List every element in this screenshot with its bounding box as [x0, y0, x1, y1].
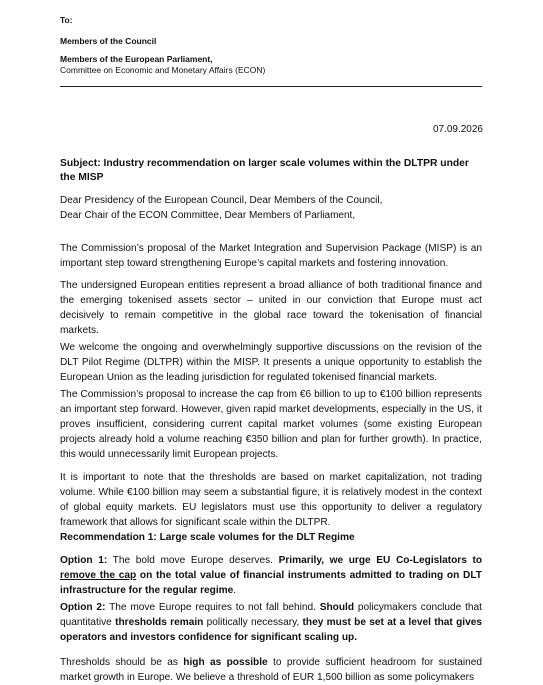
- option-1-text-2: .: [233, 585, 237, 596]
- recipient-committee: Committee on Economic and Monetary Affairs (ECON): [60, 65, 266, 75]
- option-2-text-1: The move Europe requires to not fall behind.: [105, 602, 320, 613]
- recipient-council: Members of the Council: [60, 36, 157, 46]
- option-1-label: Option 1:: [60, 555, 108, 566]
- option-1-bold-2: on the total value of financial instruments admitted to trading on DLT infrastructure for the regular regime: [60, 570, 482, 596]
- paragraph-alliance: The undersigned European entities represent a broad alliance of both traditional finance and the emerging tokenised assets sector – united in our conviction that Europe must act decisively to remain competitive in the global race toward the tokenisation of financial markets.: [60, 280, 482, 336]
- paragraph-welcome: We welcome the ongoing and overwhelmingly supportive discussions on the revision of the DLT Pilot Regime (DLTPR) within the MISP. It presents a unique opportunity to establish the European Union as the leading jurisdiction for regulated tokenised financial markets.: [60, 342, 482, 383]
- option-2-text-2: policymakers conclude that quantitative: [60, 602, 482, 628]
- paragraph-thresholds: It is important to note that the thresholds are based on market capitalization, not trading volume. While €100 billion may seem a substantial figure, it is relatively modest in the context of global equity markets. EU legislators must use this opportunity to deliver a regulatory framework that allows for significant scale within the DLTPR.: [60, 472, 482, 528]
- paragraph-option-1: [60, 553, 482, 598]
- salutation: [60, 193, 500, 223]
- option-2-bold-1: Should: [319, 602, 355, 613]
- closing-text-2: to provide sufficient headroom for sustained market growth in Europe. We believe a threshold of EUR 1,500 billion as some policymakers: [60, 657, 482, 683]
- paragraph-option-2: [60, 600, 482, 645]
- salutation-line-2: Dear Chair of the ECON Committee, Dear Members of Parliament,: [60, 210, 356, 221]
- option-2-bold-2: thresholds remain: [115, 617, 204, 628]
- recommendation-heading: Recommendation 1: Large scale volumes for the DLT Regime: [60, 532, 355, 543]
- to-label: To:: [60, 15, 73, 25]
- option-2-label: Option 2:: [60, 602, 106, 613]
- letter-date: 07.09.2026: [432, 124, 483, 135]
- closing-text-1: Thresholds should be as: [60, 657, 184, 668]
- subject-line: Subject: Industry recommendation on larger scale volumes within the DLTPR under the MISP: [60, 158, 469, 183]
- option-1-text-1: The bold move Europe deserves.: [107, 555, 279, 566]
- closing-bold-1: high as possible: [183, 657, 268, 668]
- header-divider: [60, 86, 482, 87]
- recipient-parliament: Members of the European Parliament,: [60, 54, 213, 64]
- option-2-text-3: politically necessary,: [203, 617, 303, 628]
- option-1-underlined: remove the cap: [60, 570, 137, 581]
- option-2-bold-3: they must be set at a level that gives operators and investors confidence for significant scaling up.: [60, 617, 482, 643]
- option-1-bold-1: Primarily, we urge EU Co-Legislators to: [278, 555, 483, 566]
- paragraph-intro: The Commission’s proposal of the Market Integration and Supervision Package (MISP) is an important step toward strengthening Europe’s capital markets and fostering innovation.: [60, 243, 482, 269]
- salutation-line-1: Dear Presidency of the European Council, Dear Members of the Council,: [60, 195, 383, 206]
- paragraph-cap-proposal: The Commission’s proposal to increase the cap from €6 billion to up to €100 billion represents an important step forward. However, given rapid market developments, especially in the US, it proves insufficient, considering current capital market volumes (some existing European projects already hold a volume reaching €350 billion and plan for further growth). In practice, this would unnecessarily limit European projects.: [60, 389, 482, 460]
- paragraph-closing: [60, 655, 482, 685]
